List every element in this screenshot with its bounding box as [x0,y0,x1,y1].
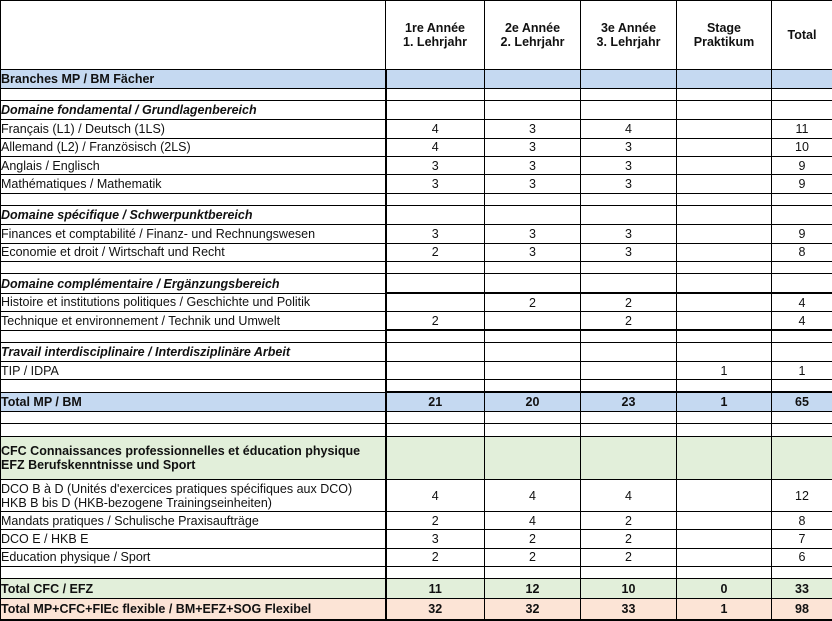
table-row [1,175,832,193]
cell-y1 [386,330,485,342]
cell-y3: 2 [581,548,677,566]
cell-total: 10 [772,138,832,156]
cell-total [772,567,832,579]
cell-total [772,193,832,205]
column-header-y2 [485,1,581,70]
cell-y1 [386,362,485,380]
cell-y3 [581,100,677,119]
cell-total: 9 [772,175,832,193]
cell-stage [677,193,772,205]
row-label-cell [1,380,386,392]
row-label-cell [1,312,386,330]
row-label-cell [1,88,386,100]
cell-total: 7 [772,530,832,548]
row-label-cell [1,579,386,598]
cell-stage [677,380,772,392]
row-label-line1: Total MP / BM [1,394,82,409]
cell-y1 [386,88,485,100]
cell-total [772,262,832,274]
row-label-line1: Branches MP / BM Fächer [1,72,155,87]
cell-y1 [386,206,485,225]
cell-y2 [485,262,581,274]
cell-y2: 4 [485,480,581,512]
cell-y1 [386,342,485,361]
cell-y1: 2 [386,243,485,261]
row-label-cell [1,157,386,175]
cell-y1 [386,70,485,88]
cell-stage [677,412,772,424]
cell-y2 [485,206,581,225]
row-label-line1: DCO B à D (Unités d'exercices pratiques spécifiques aux DCO) [1,481,353,496]
row-label-cell [1,598,386,620]
cell-y3: 4 [581,120,677,138]
cell-y1 [386,424,485,436]
cell-stage [677,206,772,225]
row-label-cell [1,480,386,512]
row-label-line1: Histoire et institutions politiques / Geschichte und Politik [1,295,311,310]
row-label-cell [1,120,386,138]
cell-y3: 2 [581,293,677,311]
row-label-line1: Travail interdisciplinaire / Interdisziplinäre Arbeit [1,344,290,359]
cell-stage [677,88,772,100]
cell-y3: 3 [581,243,677,261]
cell-total [772,436,832,480]
cell-y2: 3 [485,138,581,156]
table-row [1,362,832,380]
group-header-row [1,274,832,293]
row-label-line1: Anglais / Englisch [1,158,100,173]
cell-stage: 1 [677,392,772,411]
cell-y1: 2 [386,548,485,566]
column-header-line1: 1re Année [405,21,465,36]
cell-y3: 2 [581,530,677,548]
cell-total [772,88,832,100]
cell-total: 11 [772,120,832,138]
cell-y1: 4 [386,480,485,512]
spacer-row [1,88,832,100]
column-header-stage [677,1,772,70]
row-label-line1: Economie et droit / Wirtschaft und Recht [1,245,225,260]
row-label-line1: Total MP+CFC+FIEc flexible / BM+EFZ+SOG Flexibel [1,601,312,616]
row-label-cell [1,274,386,293]
cell-total [772,342,832,361]
row-label-cell [1,567,386,579]
cell-stage [677,480,772,512]
cell-y1: 3 [386,157,485,175]
cell-stage [677,424,772,436]
cell-y2 [485,342,581,361]
row-label-cell [1,70,386,88]
column-header-line1: 2e Année [504,21,561,36]
table-row [1,293,832,311]
table-row [1,512,832,530]
spacer-row [1,330,832,342]
cell-y3 [581,567,677,579]
cell-stage [677,330,772,342]
table-row [1,480,832,512]
cell-y1: 2 [386,512,485,530]
cell-y3: 23 [581,392,677,411]
cell-y2 [485,380,581,392]
row-label-cell [1,548,386,566]
cell-total: 9 [772,157,832,175]
row-label-cell [1,193,386,205]
row-label-cell [1,342,386,361]
spacer-row [1,424,832,436]
cell-y2 [485,412,581,424]
table-row [1,225,832,243]
group-header-row [1,206,832,225]
cell-y2 [485,424,581,436]
row-label-cell [1,175,386,193]
cell-total: 12 [772,480,832,512]
table-row [1,138,832,156]
row-label-cell [1,225,386,243]
cell-y2: 2 [485,293,581,311]
row-label-line1: Technique et environnement / Technik und Umwelt [1,313,281,328]
cell-y1 [386,293,485,311]
row-label-line2: HKB B bis D (HKB-bezogene Trainingseinheiten) [1,495,272,510]
cell-y1: 32 [386,598,485,620]
cell-stage [677,342,772,361]
column-header-line1: 3e Année [600,21,657,36]
cell-y2 [485,362,581,380]
cell-y3: 33 [581,598,677,620]
cell-stage [677,274,772,293]
cell-y3 [581,193,677,205]
column-header-line2: 2. Lehrjahr [500,35,565,50]
row-label-line1: Education physique / Sport [1,550,151,565]
group-header-row [1,100,832,119]
section-header-row [1,70,832,88]
cell-y1 [386,100,485,119]
cell-y2 [485,193,581,205]
cell-y2: 12 [485,579,581,598]
row-label-line1: Français (L1) / Deutsch (1LS) [1,122,165,137]
table-row [1,530,832,548]
cell-stage: 1 [677,598,772,620]
cell-y3 [581,424,677,436]
cell-total [772,412,832,424]
cell-total [772,274,832,293]
row-label-line1: Mathématiques / Mathematik [1,177,162,192]
row-label-line1: Mandats pratiques / Schulische Praxisaufträge [1,513,259,528]
spacer-row [1,567,832,579]
row-label-line1: TIP / IDPA [1,363,59,378]
total-row [1,579,832,598]
row-label-cell [1,330,386,342]
cell-y3: 4 [581,480,677,512]
row-label-line1: Total CFC / EFZ [1,581,94,596]
cell-total: 8 [772,512,832,530]
row-label-cell [1,262,386,274]
cell-y1 [386,380,485,392]
cell-y2 [485,100,581,119]
cell-y3 [581,70,677,88]
row-label-cell [1,424,386,436]
cell-total: 33 [772,579,832,598]
cell-stage [677,530,772,548]
cell-y2 [485,274,581,293]
row-label-cell [1,512,386,530]
cell-y1 [386,436,485,480]
total-row [1,598,832,620]
group-header-row [1,342,832,361]
cell-total [772,100,832,119]
cell-stage [677,138,772,156]
cell-y2 [485,70,581,88]
cell-total: 98 [772,598,832,620]
table-row [1,312,832,330]
cell-stage [677,120,772,138]
column-header-total [772,1,832,70]
column-header-line2: 1. Lehrjahr [403,35,467,50]
table-row [1,548,832,566]
cell-total [772,70,832,88]
row-label-cell [1,243,386,261]
cell-y3 [581,206,677,225]
row-label-cell [1,362,386,380]
cell-y2: 2 [485,530,581,548]
row-label-line1: Allemand (L2) / Französisch (2LS) [1,140,191,155]
cell-y1: 3 [386,530,485,548]
cell-y3 [581,262,677,274]
cell-y1: 3 [386,225,485,243]
cell-y3: 2 [581,512,677,530]
cell-stage: 0 [677,579,772,598]
cell-y2 [485,312,581,330]
cell-y2 [485,330,581,342]
cell-total: 8 [772,243,832,261]
cell-y1 [386,567,485,579]
cell-y3 [581,412,677,424]
cell-y3 [581,342,677,361]
cell-y2: 4 [485,512,581,530]
cell-total: 6 [772,548,832,566]
row-label-cell [1,206,386,225]
column-header-y1 [386,1,485,70]
row-label-line1: CFC Connaissances professionnelles et éducation physique [1,444,361,459]
cell-stage [677,436,772,480]
cell-total: 9 [772,225,832,243]
cell-y1 [386,262,485,274]
cell-stage [677,567,772,579]
row-label-line1: DCO E / HKB E [1,532,89,547]
cell-total [772,330,832,342]
cell-y1: 4 [386,120,485,138]
cell-y3 [581,88,677,100]
spacer-row [1,412,832,424]
cell-stage [677,100,772,119]
row-label-cell [1,436,386,480]
cell-y1 [386,274,485,293]
row-label-line1: Domaine fondamental / Grundlagenbereich [1,103,257,118]
table-row [1,157,832,175]
cell-y2 [485,567,581,579]
total-row [1,392,832,411]
cell-y1 [386,193,485,205]
cell-y3 [581,380,677,392]
cell-y3: 3 [581,225,677,243]
spacer-row [1,193,832,205]
header-corner-blank [1,1,386,70]
spacer-row [1,380,832,392]
table-header-row [1,1,832,70]
cell-y2: 3 [485,243,581,261]
cell-y3 [581,274,677,293]
cell-y2 [485,436,581,480]
row-label-cell [1,530,386,548]
row-label-cell [1,138,386,156]
cell-stage [677,262,772,274]
cell-total: 65 [772,392,832,411]
cell-stage [677,243,772,261]
column-header-line2: Praktikum [693,35,755,50]
cell-y3: 10 [581,579,677,598]
cell-total: 1 [772,362,832,380]
cell-y1: 2 [386,312,485,330]
cell-y3 [581,330,677,342]
cell-y1 [386,412,485,424]
cell-stage: 1 [677,362,772,380]
cell-stage [677,175,772,193]
cell-stage [677,157,772,175]
cell-stage [677,312,772,330]
cell-y2: 3 [485,225,581,243]
row-label-line1: Domaine complémentaire / Ergänzungsbereich [1,276,280,291]
row-label-cell [1,293,386,311]
cell-total: 4 [772,312,832,330]
cell-stage [677,512,772,530]
cell-total [772,380,832,392]
row-label-line1: Domaine spécifique / Schwerpunktbereich [1,208,253,223]
cell-y3: 3 [581,138,677,156]
column-header-line1: Total [787,28,817,43]
cell-stage [677,548,772,566]
table-row [1,243,832,261]
cell-y2: 32 [485,598,581,620]
cell-y3: 2 [581,312,677,330]
cell-y1: 4 [386,138,485,156]
row-label-cell [1,412,386,424]
cell-y3: 3 [581,175,677,193]
column-header-line1: Stage [706,21,742,36]
row-label-cell [1,392,386,411]
cell-total: 4 [772,293,832,311]
cell-y2: 20 [485,392,581,411]
cell-y1: 11 [386,579,485,598]
cell-y2: 2 [485,548,581,566]
cell-stage [677,293,772,311]
column-header-line2: 3. Lehrjahr [596,35,661,50]
cell-y3: 3 [581,157,677,175]
cell-y1: 21 [386,392,485,411]
column-header-y3 [581,1,677,70]
cell-y2: 3 [485,157,581,175]
row-label-cell [1,100,386,119]
cell-total [772,206,832,225]
cell-y3 [581,362,677,380]
row-label-line1: Finances et comptabilité / Finanz- und Rechnungswesen [1,227,316,242]
spacer-row [1,262,832,274]
row-label-line2: EFZ Berufskenntnisse und Sport [1,458,196,473]
cell-y2: 3 [485,120,581,138]
cell-stage [677,70,772,88]
cell-y3 [581,436,677,480]
table-row [1,120,832,138]
cell-y2 [485,88,581,100]
section-header-row [1,436,832,480]
cell-y1: 3 [386,175,485,193]
cell-stage [677,225,772,243]
cell-total [772,424,832,436]
cell-y2: 3 [485,175,581,193]
